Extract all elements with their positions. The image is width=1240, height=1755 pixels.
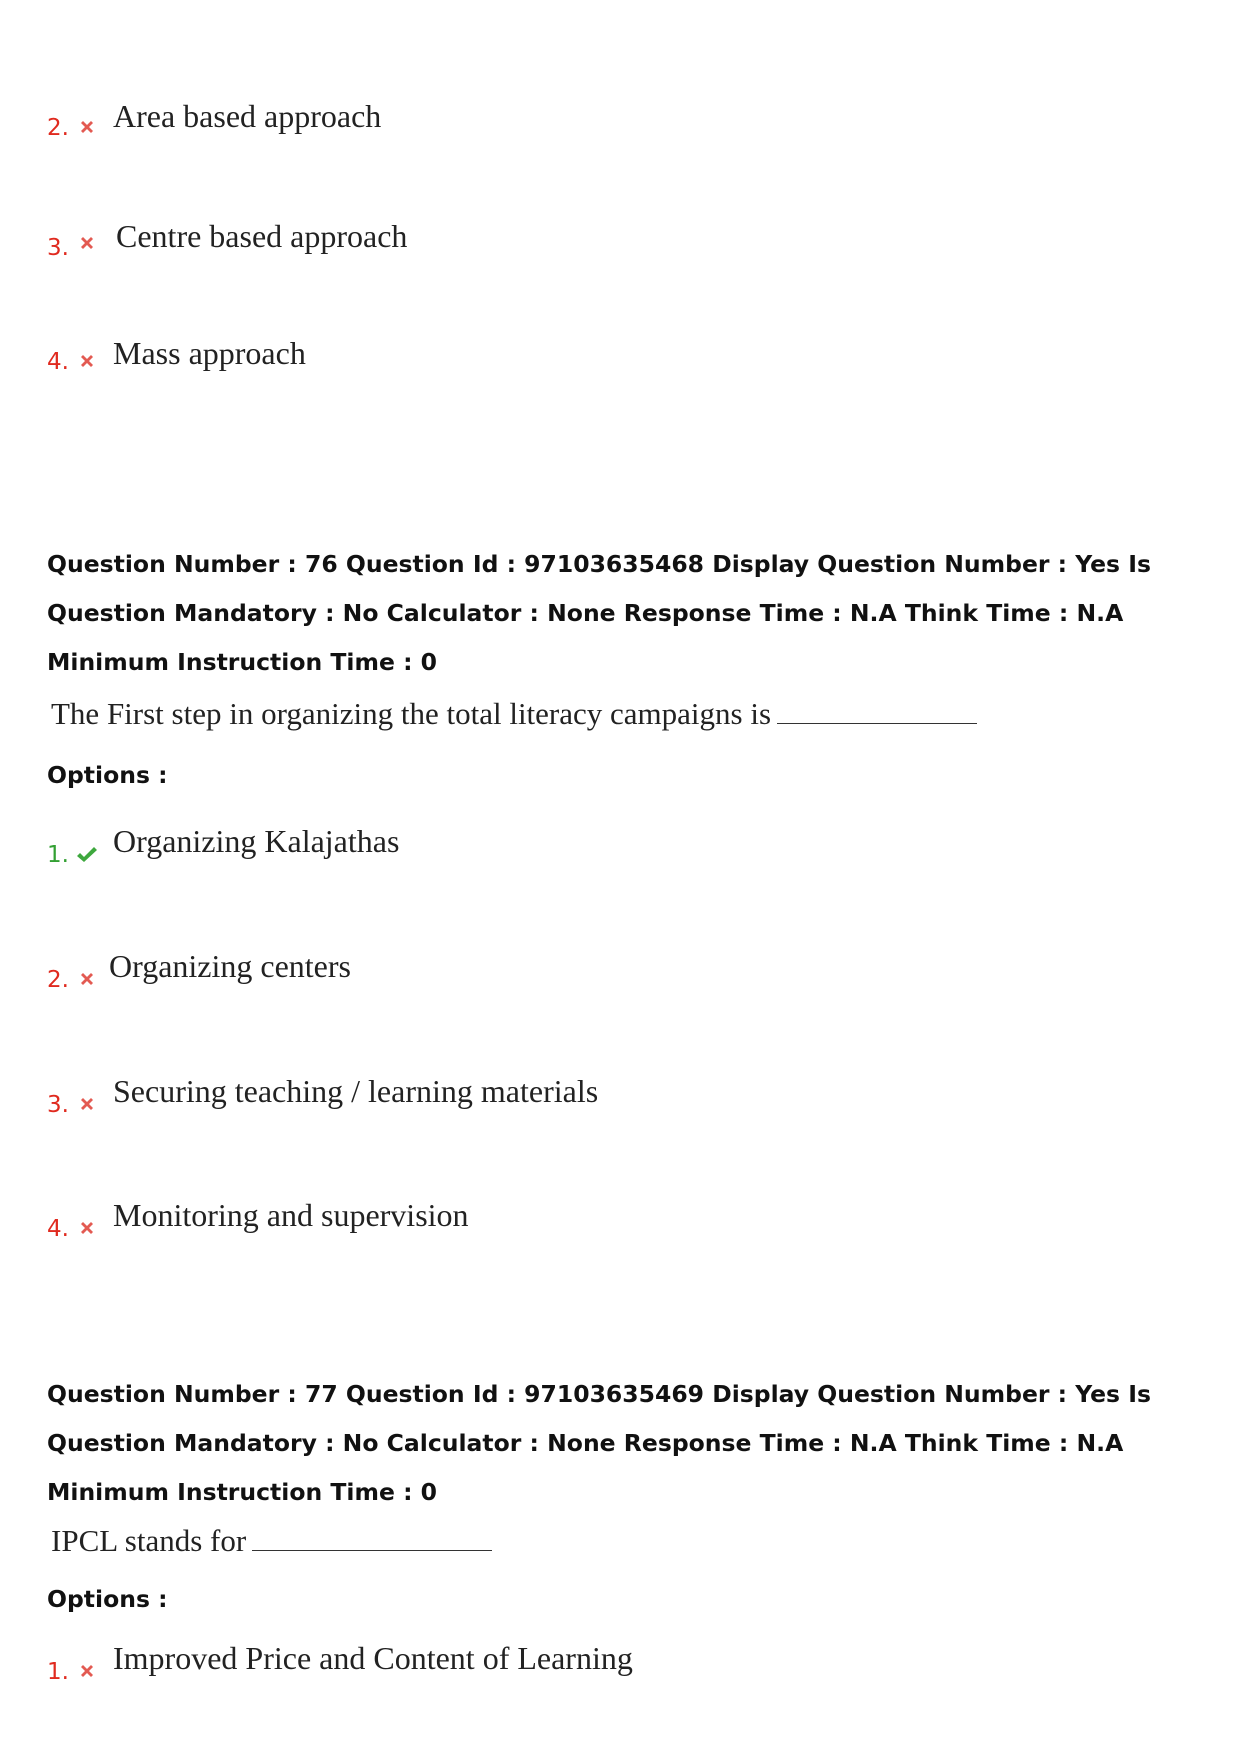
options-label: Options : <box>47 761 168 789</box>
option-text: Organizing centers <box>109 948 351 984</box>
option-number: 4. <box>47 349 69 375</box>
question-header: Question Number : 76 Question Id : 97103635468 Display Question Number : Yes Is Question Mandatory : No Calculator : None Response Time : N.A Think Time : N.A Minimum Instruction Time : 0 <box>47 550 1151 676</box>
option-number: 1. <box>47 1659 69 1685</box>
option-item <box>47 1197 1147 1242</box>
cross-icon <box>77 117 97 137</box>
option-text: Centre based approach <box>116 218 408 254</box>
option-item <box>47 100 1147 140</box>
option-item <box>47 1640 1147 1685</box>
check-icon <box>75 845 99 865</box>
option-number: 2. <box>47 115 69 141</box>
cross-icon <box>77 1094 97 1114</box>
option-text: Monitoring and supervision <box>113 1197 469 1233</box>
question-text <box>51 1522 492 1559</box>
option-item <box>47 220 1147 260</box>
question-header: Question Number : 77 Question Id : 97103635469 Display Question Number : Yes Is Question Mandatory : No Calculator : None Response Time : N.A Think Time : N.A Minimum Instruction Time : 0 <box>47 1380 1151 1506</box>
option-text: Securing teaching / learning materials <box>113 1073 599 1109</box>
option-number: 3. <box>47 235 69 261</box>
option-item <box>47 948 1147 993</box>
option-text: Area based approach <box>113 98 382 134</box>
options-label: Options : <box>47 1585 168 1613</box>
option-number: 4. <box>47 1216 69 1242</box>
option-item <box>47 823 1147 868</box>
option-item <box>47 334 1147 374</box>
option-number: 3. <box>47 1092 69 1118</box>
option-item <box>47 1073 1147 1118</box>
cross-icon <box>77 1661 97 1681</box>
question-stem: The First step in organizing the total literacy campaigns is <box>51 696 772 731</box>
option-text: Mass approach <box>113 335 306 371</box>
option-text: Improved Price and Content of Learning <box>113 1640 633 1676</box>
option-text: Organizing Kalajathas <box>113 823 400 859</box>
answer-blank <box>777 695 977 724</box>
option-number: 1. <box>47 842 69 868</box>
question-stem: IPCL stands for <box>51 1523 247 1558</box>
answer-blank <box>252 1522 492 1551</box>
cross-icon <box>77 1218 97 1238</box>
cross-icon <box>77 233 97 253</box>
question-text <box>51 695 977 732</box>
cross-icon <box>77 969 97 989</box>
cross-icon <box>77 351 97 371</box>
option-number: 2. <box>47 967 69 993</box>
